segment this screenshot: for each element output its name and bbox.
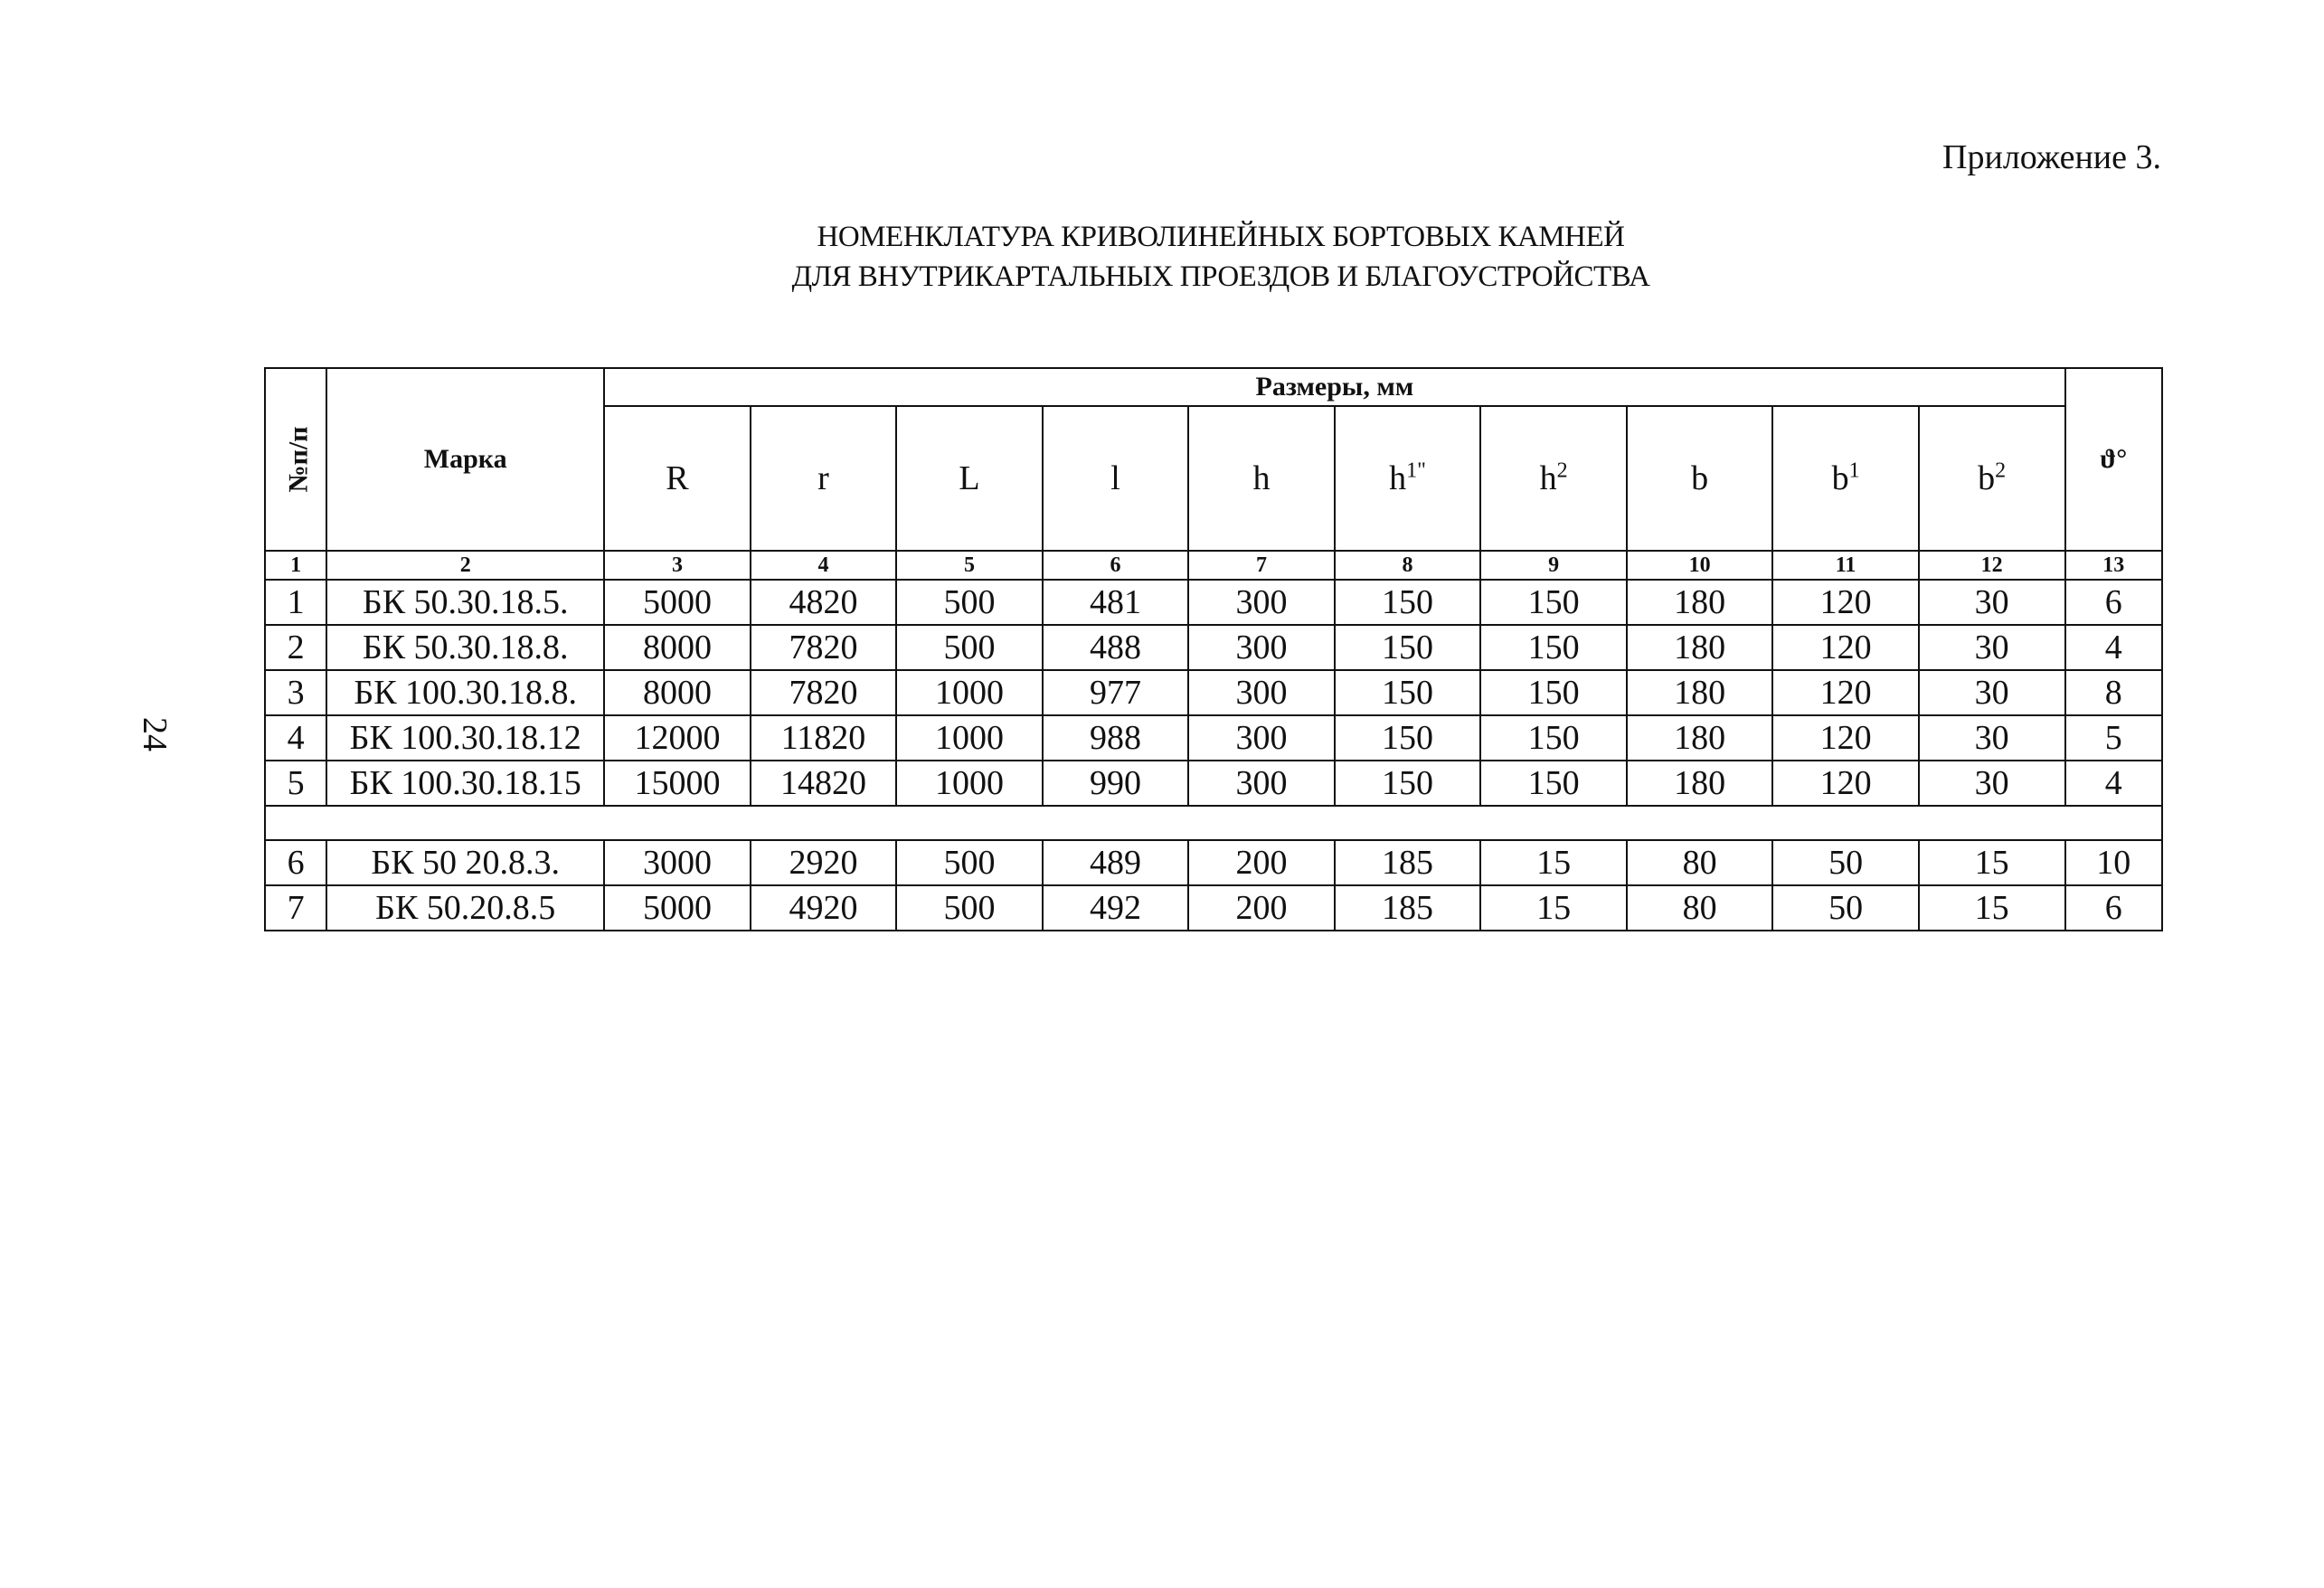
column-index: 12	[1919, 551, 2065, 580]
cell-r: 7820	[751, 670, 897, 715]
cell-h2: 150	[1480, 670, 1627, 715]
page-number: 24	[136, 717, 174, 751]
table-header	[265, 368, 2162, 551]
cell-l: 489	[1043, 840, 1189, 885]
cell-mark: БК 50.20.8.5	[326, 885, 604, 931]
cell-b2: 30	[1919, 761, 2065, 806]
cell-r: 8000	[604, 625, 751, 670]
cell-angle: 4	[2065, 761, 2163, 806]
cell-b1: 120	[1772, 580, 1919, 625]
dim-symbol: h	[1389, 459, 1407, 497]
dim-header	[1627, 406, 1773, 551]
table-row	[265, 761, 2162, 806]
cell-r: 12000	[604, 715, 751, 761]
cell-h: 200	[1188, 885, 1335, 931]
cell-b: 180	[1627, 715, 1773, 761]
cell-h2: 150	[1480, 625, 1627, 670]
cell-h2: 15	[1480, 840, 1627, 885]
column-index: 3	[604, 551, 751, 580]
document-title	[380, 217, 2062, 297]
cell-angle: 8	[2065, 670, 2163, 715]
cell-r: 14820	[751, 761, 897, 806]
cell-l: 1000	[896, 761, 1043, 806]
cell-b: 80	[1627, 840, 1773, 885]
curb-stone-table	[264, 367, 2163, 931]
table-row	[265, 625, 2162, 670]
cell-l: 1000	[896, 670, 1043, 715]
cell-r: 11820	[751, 715, 897, 761]
cell-h: 300	[1188, 715, 1335, 761]
num-header	[265, 368, 326, 551]
cell-b: 180	[1627, 670, 1773, 715]
table-row	[265, 670, 2162, 715]
column-index: 7	[1188, 551, 1335, 580]
dim-symbol: b	[1978, 459, 1996, 497]
cell-angle: 6	[2065, 885, 2163, 931]
cell-h: 300	[1188, 580, 1335, 625]
cell-b2: 30	[1919, 715, 2065, 761]
cell-h1: 150	[1335, 625, 1481, 670]
cell-mark: БК 100.30.18.8.	[326, 670, 604, 715]
cell-r: 5000	[604, 580, 751, 625]
cell-h1: 185	[1335, 885, 1481, 931]
dim-superscript: 2	[1995, 458, 2007, 483]
cell-angle: 4	[2065, 625, 2163, 670]
cell-num: 1	[265, 580, 326, 625]
column-index: 13	[2065, 551, 2163, 580]
dim-header	[1043, 406, 1189, 551]
cell-r: 8000	[604, 670, 751, 715]
table-row	[265, 885, 2162, 931]
cell-h: 300	[1188, 670, 1335, 715]
dim-header	[751, 406, 897, 551]
cell-b2: 30	[1919, 670, 2065, 715]
cell-h1: 185	[1335, 840, 1481, 885]
cell-l: 990	[1043, 761, 1189, 806]
dim-header	[1772, 406, 1919, 551]
cell-l: 500	[896, 840, 1043, 885]
cell-num: 5	[265, 761, 326, 806]
dim-symbol: b	[1691, 459, 1709, 497]
cell-num: 6	[265, 840, 326, 885]
cell-num: 2	[265, 625, 326, 670]
cell-h: 200	[1188, 840, 1335, 885]
cell-h1: 150	[1335, 670, 1481, 715]
table-row	[265, 580, 2162, 625]
dim-symbol: h	[1539, 459, 1557, 497]
cell-r: 5000	[604, 885, 751, 931]
cell-l: 500	[896, 580, 1043, 625]
column-index-row	[265, 551, 2162, 580]
cell-r: 4920	[751, 885, 897, 931]
cell-l: 977	[1043, 670, 1189, 715]
title-line-2: ДЛЯ ВНУТРИКАРТАЛЬНЫХ ПРОЕЗДОВ И БЛАГОУСТРОЙСТВА	[791, 260, 1650, 293]
cell-mark: БК 50 20.8.3.	[326, 840, 604, 885]
cell-r: 7820	[751, 625, 897, 670]
column-index: 4	[751, 551, 897, 580]
cell-l: 488	[1043, 625, 1189, 670]
cell-h: 300	[1188, 625, 1335, 670]
dim-symbol: h	[1252, 459, 1271, 497]
angle-header: ϑ°	[2065, 368, 2163, 551]
cell-b2: 15	[1919, 840, 2065, 885]
cell-l: 492	[1043, 885, 1189, 931]
num-header-text: №п/п	[283, 426, 314, 493]
cell-h2: 150	[1480, 580, 1627, 625]
cell-mark: БК 100.30.18.12	[326, 715, 604, 761]
mark-header: Марка	[326, 368, 604, 551]
dim-header	[1480, 406, 1627, 551]
appendix-label: Приложение 3.	[1942, 138, 2161, 176]
column-index: 8	[1335, 551, 1481, 580]
cell-l: 500	[896, 625, 1043, 670]
cell-l: 500	[896, 885, 1043, 931]
column-index: 5	[896, 551, 1043, 580]
cell-r: 3000	[604, 840, 751, 885]
cell-b1: 50	[1772, 840, 1919, 885]
column-index: 11	[1772, 551, 1919, 580]
dim-symbol: r	[817, 459, 829, 497]
dim-symbol: b	[1831, 459, 1849, 497]
column-index: 10	[1627, 551, 1773, 580]
column-index: 1	[265, 551, 326, 580]
cell-mark: БК 100.30.18.15	[326, 761, 604, 806]
separator-cell	[265, 806, 2162, 840]
dim-superscript: 1	[1848, 458, 1860, 483]
cell-angle: 6	[2065, 580, 2163, 625]
cell-h2: 150	[1480, 761, 1627, 806]
cell-b: 180	[1627, 580, 1773, 625]
cell-num: 7	[265, 885, 326, 931]
dim-superscript: 2	[1556, 458, 1568, 483]
separator-row	[265, 806, 2162, 840]
table-body	[265, 551, 2162, 931]
dimensions-header: Размеры, мм	[604, 368, 2064, 406]
cell-h1: 150	[1335, 761, 1481, 806]
cell-b1: 120	[1772, 761, 1919, 806]
header-group-row	[265, 368, 2162, 406]
cell-angle: 5	[2065, 715, 2163, 761]
cell-h: 300	[1188, 761, 1335, 806]
title-line-1: НОМЕНКЛАТУРА КРИВОЛИНЕЙНЫХ БОРТОВЫХ КАМНЕЙ	[817, 221, 1625, 253]
cell-mark: БК 50.30.18.8.	[326, 625, 604, 670]
dim-symbol: L	[959, 459, 980, 497]
cell-r: 4820	[751, 580, 897, 625]
cell-h1: 150	[1335, 580, 1481, 625]
cell-b2: 30	[1919, 625, 2065, 670]
cell-b1: 120	[1772, 715, 1919, 761]
cell-b: 80	[1627, 885, 1773, 931]
dim-symbol: R	[666, 459, 689, 497]
cell-b: 180	[1627, 625, 1773, 670]
cell-num: 4	[265, 715, 326, 761]
table-row	[265, 840, 2162, 885]
cell-l: 481	[1043, 580, 1189, 625]
table-row	[265, 715, 2162, 761]
dim-header	[896, 406, 1043, 551]
cell-b1: 120	[1772, 670, 1919, 715]
dim-header	[1919, 406, 2065, 551]
cell-b1: 120	[1772, 625, 1919, 670]
dim-superscript: 1"	[1406, 458, 1426, 483]
dim-header	[1335, 406, 1481, 551]
cell-r: 15000	[604, 761, 751, 806]
cell-b1: 50	[1772, 885, 1919, 931]
column-index: 6	[1043, 551, 1189, 580]
cell-mark: БК 50.30.18.5.	[326, 580, 604, 625]
dim-header	[1188, 406, 1335, 551]
dim-symbol: l	[1110, 459, 1120, 497]
cell-angle: 10	[2065, 840, 2163, 885]
cell-b2: 30	[1919, 580, 2065, 625]
cell-h1: 150	[1335, 715, 1481, 761]
cell-l: 988	[1043, 715, 1189, 761]
cell-l: 1000	[896, 715, 1043, 761]
cell-h2: 150	[1480, 715, 1627, 761]
cell-b: 180	[1627, 761, 1773, 806]
dim-header	[604, 406, 751, 551]
column-index: 9	[1480, 551, 1627, 580]
cell-r: 2920	[751, 840, 897, 885]
column-index: 2	[326, 551, 604, 580]
cell-b2: 15	[1919, 885, 2065, 931]
cell-h2: 15	[1480, 885, 1627, 931]
cell-num: 3	[265, 670, 326, 715]
